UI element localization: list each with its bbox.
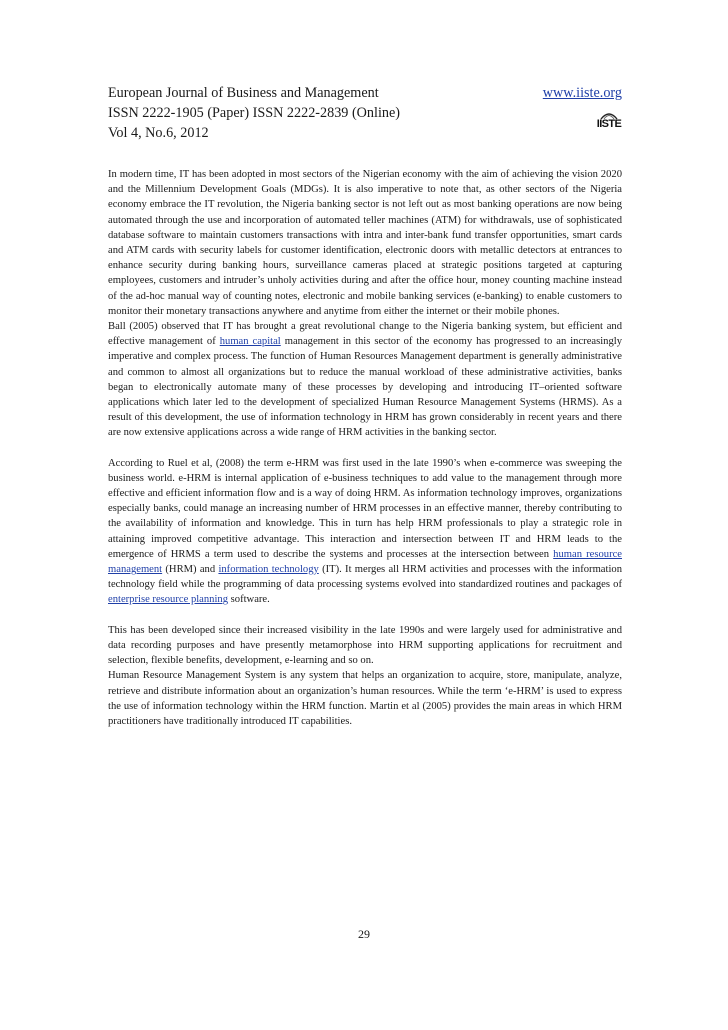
journal-url-link[interactable]: www.iiste.org: [542, 85, 622, 101]
human-resource-management-link[interactable]: human resource management: [108, 548, 622, 576]
paragraph-2: Ball (2005) observed that IT has brought a great revolutional change to the Nigeria banking system, but efficient and effective management of human capital management in this sector of the economy has progressed to an increasingly imperative and complex process. The function of Human Resources Management department is generally administrative and common to almost all organizations but to reduce the manual workload of these administrative activities, banks began to electronically automate many of these processes by developing and introducing IT–oriented software applications which later led to the development of specialized Human Resource Management Systems (HRMS). As a result of this development, the use of information technology in HRM has grown considerably in recent years and there are now extensive applications across a wide range of HRM activities in the banking sector.: [108, 321, 623, 439]
iiste-logo: [596, 109, 622, 133]
human-capital-link[interactable]: human capital: [219, 336, 281, 348]
journal-volume: Vol 4, No.6, 2012: [108, 125, 209, 141]
page-number: 29: [358, 927, 370, 941]
article-body: [108, 167, 622, 729]
paragraph-1: In modern time, IT has been adopted in most sectors of the Nigerian economy with the aim of achieving the vision 2020 and the Millennium Development Goals (MDGs). It is also imperative to note that, as other sectors of the Nigeria economy embrace the IT revolution, the Nigeria banking sector is not left out as most banking operations are now being automated through the use and incorporation of automated teller machines (ATM) for withdrawals, use of sophisticated database software to maintain customers transactions with intra and inter-bank fund transfer opportunities, smart cards and ATM cards with security labels for customer identification, electronic doors with metallic detectors at entrances to enhance security during banking hours, surveillance cameras placed at strategic positions targeted at capturing employees, customers and intruder’s unholy activities during and after the office hour, money counting machine instead of the ad-hoc manual way of counting notes, electronic and mobile banking services (e-banking) to enable customers to monitor their monetary transactions anywhere and anytime from either the internet or their mobile phones.: [108, 169, 622, 317]
journal-header: [108, 83, 622, 143]
journal-issn: ISSN 2222-1905 (Paper) ISSN 2222-2839 (Online): [108, 105, 401, 121]
paragraph-4: This has been developed since their increased visibility in the late 1990s and were largely used for administrative and data recording purposes and have presently metamorphose into HRM supporting applications for recruitment and selection, flexible benefits, development, e-learning and so on.: [108, 624, 622, 667]
paragraph-3: According to Ruel et al, (2008) the term e-HRM was first used in the late 1990’s when e-commerce was sweeping the business world. e-HRM is internal application of e-business techniques to add value to the management through more effective and efficient information flow and is a way of doing HRM. As information technology improves, organizations especially banks, could manage an increasing number of HRM processes in an effective manner, thereby contributing to the availability of information and knowledge. This in turn has help HRM professionals to play a strategic role in attaining improved competitive advantage. This interaction and intersection between IT and HRM leads to the emergence of HRMS a term used to describe the systems and processes at the intersection between human resource management (HRM) and information technology (IT). It merges all HRM activities and processes with the information technology field while the programming of data processing systems evolved into standardized routines and packages of enterprise resource planning software.: [108, 457, 622, 606]
logo-text: IISTE: [596, 118, 622, 130]
enterprise-resource-planning-link[interactable]: enterprise resource planning: [108, 594, 229, 606]
paragraph-5: Human Resource Management System is any system that helps an organization to acquire, store, manipulate, analyze, retrieve and distribute information about an organization’s human resources. While the term ‘e-HRM’ is used to express the use of information technology within the HRM function. Martin et al (2005) provides the main areas in which HRM practitioners have traditionally introduced IT capabilities.: [108, 670, 622, 727]
journal-title: European Journal of Business and Management: [108, 85, 379, 101]
information-technology-link[interactable]: information technology: [218, 564, 319, 576]
